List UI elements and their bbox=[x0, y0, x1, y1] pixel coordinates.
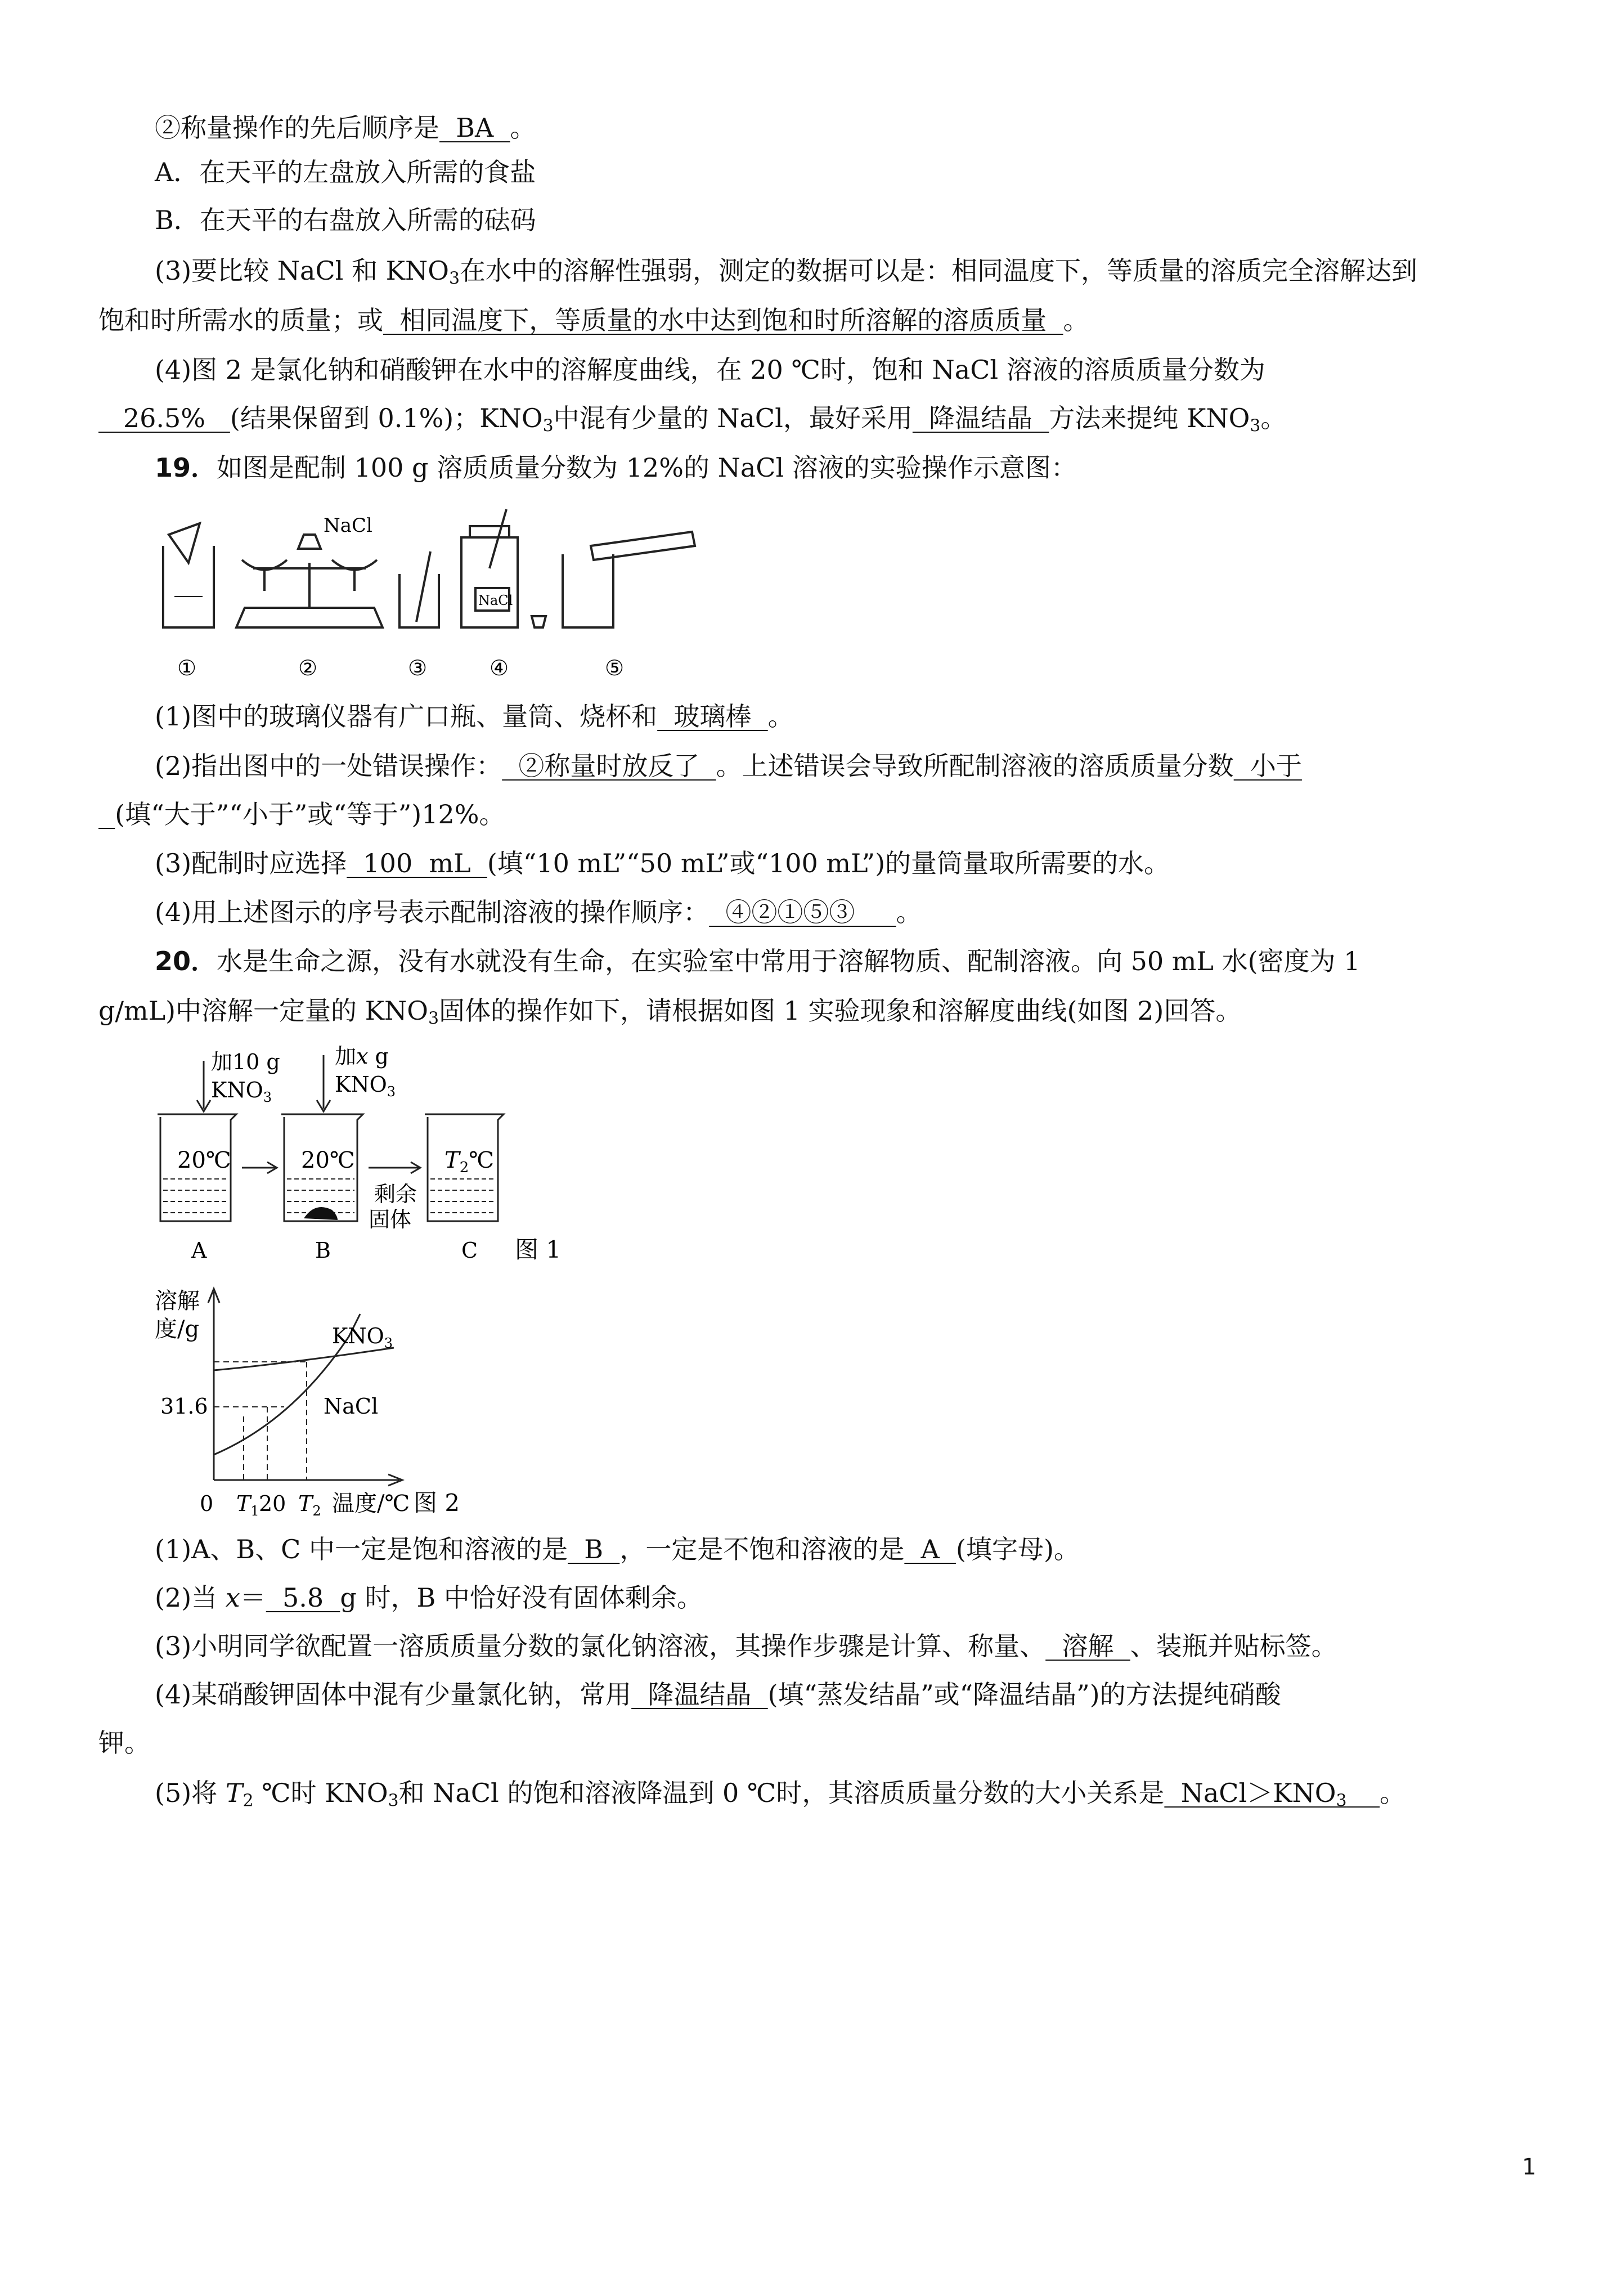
q18-line-p4a: (4)图 2 是氯化钠和硝酸钾在水中的溶解度曲线，在 20 ℃时，饱和 NaCl 溶液的溶质质量分数为 bbox=[155, 355, 1265, 385]
q19-line-p2b: (填“大于”“小于”或“等于”)12%。 bbox=[115, 799, 505, 829]
answer-blank: 5.8 bbox=[266, 1582, 340, 1613]
answer-blank: ②称量时放反了 bbox=[502, 751, 716, 781]
svg-text:20: 20 bbox=[259, 1491, 286, 1516]
svg-text:T2℃: $T_2℃$ bbox=[444, 1147, 494, 1176]
q18-line-p3a: (3)要比较 NaCl 和 $KNO_3$在水中的溶解性强弱，测定的数据可以是：相同温度下，等质量的溶质完全溶解达到 bbox=[155, 255, 1417, 289]
svg-text:KNO3: $KNO_3$ bbox=[332, 1324, 393, 1351]
fig-label-5: ⑤ bbox=[605, 656, 625, 680]
answer-blank: 相同温度下，等质量的水中达到饱和时所溶解的溶质质量 bbox=[383, 305, 1063, 335]
q20-line-p4b: 钾。 bbox=[98, 1728, 150, 1758]
fig-label-1: ① bbox=[177, 656, 197, 680]
page-number: 1 bbox=[1522, 2154, 1537, 2180]
q18-line-p2: ②称量操作的先后顺序是 BA 。 bbox=[155, 113, 536, 143]
svg-text:温度/℃: 温度/℃ bbox=[332, 1491, 410, 1517]
q20-line-p4a: (4)某硝酸钾固体中混有少量氯化钠，常用 降温结晶 (填“蒸发结晶”或“降温结晶”)的方法提纯硝酸 bbox=[155, 1679, 1281, 1710]
q18-option-a: A．在天平的左盘放入所需的食盐 bbox=[155, 157, 536, 187]
svg-text:20℃: 20℃ bbox=[301, 1147, 355, 1173]
svg-text:B: B bbox=[315, 1238, 331, 1263]
answer-blank: 26.5% bbox=[98, 403, 230, 433]
q19-line-p1: (1)图中的玻璃仪器有广口瓶、量筒、烧杯和 玻璃棒 。 bbox=[155, 701, 794, 732]
svg-text:KNO3: $KNO_3$ bbox=[335, 1072, 396, 1100]
q18-line-p4b: 26.5% (结果保留到 0.1%)；$KNO_3$中混有少量的 NaCl，最好采用 降温结晶 方法来提纯 $KNO_3$。 bbox=[98, 403, 1287, 436]
svg-text:0: 0 bbox=[200, 1491, 214, 1516]
fig-label-3: ③ bbox=[408, 656, 428, 680]
answer-blank: 降温结晶 bbox=[912, 403, 1049, 433]
svg-text:T1: $T_1$ bbox=[236, 1491, 259, 1517]
fig-label-2: ② bbox=[298, 656, 318, 680]
q20-figure-1 bbox=[152, 1041, 591, 1266]
answer-blank: 小于 bbox=[1233, 751, 1302, 781]
q19-figure bbox=[152, 501, 703, 687]
q20-figure-2 bbox=[152, 1280, 501, 1517]
svg-text:31.6: 31.6 bbox=[160, 1394, 208, 1419]
svg-text:图 2: 图 2 bbox=[414, 1489, 460, 1517]
answer-blank: ④②①⑤③ bbox=[709, 897, 896, 927]
q20-line-p3: (3)小明同学欲配置一溶质质量分数的氯化钠溶液，其操作步骤是计算、称量、 溶解 、装瓶并贴标签。 bbox=[155, 1631, 1337, 1661]
q19-line-p4: (4)用上述图示的序号表示配制溶液的操作顺序： ④②①⑤③ 。 bbox=[155, 897, 922, 927]
q19-line-p3: (3)配制时应选择 100 mL (填“10 mL”“50 mL”或“100 mL”)的量筒量取所需要的水。 bbox=[155, 848, 1170, 878]
svg-text:NaCl: NaCl bbox=[324, 1394, 379, 1419]
answer-blank: A bbox=[904, 1534, 957, 1564]
answer-blank: 降温结晶 bbox=[631, 1679, 768, 1710]
svg-text:度/g: 度/g bbox=[155, 1316, 200, 1342]
nacl-label: NaCl bbox=[324, 514, 372, 537]
svg-text:20℃: 20℃ bbox=[177, 1147, 231, 1173]
q20-intro-2: g/mL)中溶解一定量的 $KNO_3$固体的操作如下，请根据如图 1 实验现象和溶解度曲线(如图 2)回答。 bbox=[98, 995, 1242, 1029]
svg-text:KNO3: $KNO_3$ bbox=[211, 1078, 272, 1105]
answer-blank: 玻璃棒 bbox=[657, 701, 768, 732]
svg-text:剩余: 剩余 bbox=[374, 1182, 417, 1207]
answer-blank: 100 mL bbox=[347, 848, 487, 878]
fig-label-4: ④ bbox=[490, 656, 509, 680]
q20-intro-1: 20．水是生命之源，没有水就没有生命，在实验室中常用于溶解物质、配制溶液。向 50 mL 水(密度为 1 bbox=[155, 946, 1360, 976]
svg-text:加x g: 加x g bbox=[335, 1044, 389, 1069]
q18-option-b: B．在天平的右盘放入所需的砝码 bbox=[155, 205, 536, 235]
svg-text:加10 g: 加10 g bbox=[211, 1050, 280, 1074]
q19-intro: 19．如图是配制 100 g 溶质质量分数为 12%的 NaCl 溶液的实验操作示意图： bbox=[155, 452, 1077, 483]
q20-line-p1: (1)A、B、C 中一定是饱和溶液的是 B ，一定是不饱和溶液的是 A (填字母)。 bbox=[155, 1534, 1080, 1564]
svg-text:C: C bbox=[461, 1238, 478, 1263]
svg-text:T2: $T_2$ bbox=[298, 1491, 321, 1517]
svg-text:溶解: 溶解 bbox=[155, 1288, 200, 1314]
answer-blank: B bbox=[568, 1534, 620, 1564]
svg-text:图 1: 图 1 bbox=[515, 1236, 562, 1263]
q18-line-p3b: 饱和时所需水的质量；或 相同温度下，等质量的水中达到饱和时所溶解的溶质质量 。 bbox=[98, 305, 1089, 335]
answer-blank: 溶解 bbox=[1045, 1631, 1130, 1661]
answer-blank: BA bbox=[439, 113, 510, 143]
answer-blank: $NaCl>KNO_3$ bbox=[1164, 1778, 1347, 1811]
jar-label: NaCl bbox=[478, 593, 513, 608]
q20-line-p5: (5)将 $T_2$ ℃时 $KNO_3$和 NaCl 的饱和溶液降温到 0 ℃时，其溶质质量分数的大小关系是 $NaCl>KNO_3$ 。 bbox=[155, 1778, 1406, 1811]
q19-line-p2a: (2)指出图中的一处错误操作： ②称量时放反了 。上述错误会导致所配制溶液的溶质质量分数 小于 bbox=[155, 751, 1302, 781]
svg-text:A: A bbox=[191, 1238, 207, 1263]
svg-text:固体: 固体 bbox=[369, 1207, 412, 1232]
q20-line-p2: (2)当 x＝ 5.8 g 时，B 中恰好没有固体剩余。 bbox=[155, 1582, 703, 1613]
